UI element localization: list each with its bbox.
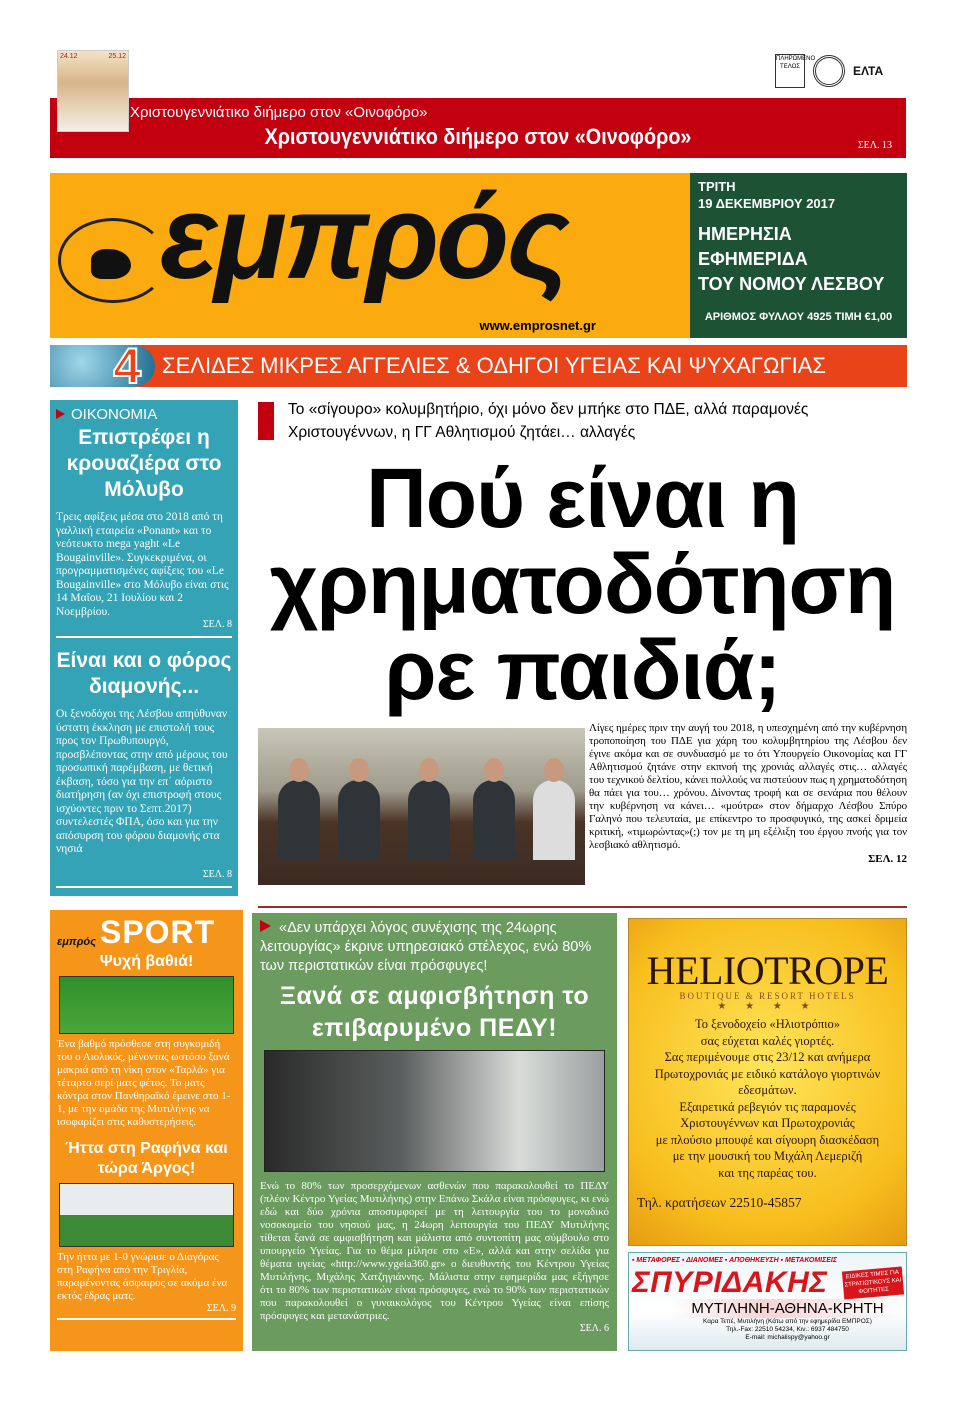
issue-price: ΑΡΙΘΜΟΣ ΦΥΛΛΟΥ 4925 ΤΙΜΗ €1,00 [704,311,893,323]
article-title[interactable]: Επιστρέφει η κρουαζιέρα στο Μόλυβο [66,426,222,501]
ad-line: Εξαιρετικά ρεβεγιόν τις παραμονές [679,1099,856,1114]
page-ref: ΣΕΛ. 12 [868,853,907,865]
page-ref: ΣΕΛ. 8 [56,619,232,638]
economy-column [50,400,238,896]
sport-brand: εμπρός [57,936,96,948]
elta-logo: ΕΛΤΑ [853,64,884,78]
tagline-line: ΤΟΥ ΝΟΜΟΥ ΛΕΣΒΟΥ [698,274,885,294]
article-title[interactable]: Ψυχή βαθιά! [99,953,194,970]
insert-text: ΣΕΛΙΔΕΣ ΜΙΚΡΕΣ ΑΓΓΕΛΙΕΣ & ΟΔΗΓΟΙ ΥΓΕΙΑΣ ΚΑΙ ΨΥΧΑΓΩΓΙΑΣ [162,353,826,378]
article-body: Τρεις αφίξεις μέσα στο 2018 από τη γαλλική εταιρεία «Ponant» και το νεότευκτο mega yaght «Le Bougainville». Συγκεκριμένα, οι προγραμματισμένες αφίξεις του «Le Bougainville» στο Μόλυβο είναι στις 14 Μαΐου, 21 Ιουλίου και 2 Νοεμβρίου. [56,511,229,618]
promo-kicker: Χριστουγεννιάτικο διήμερο στον «Οινοφόρο» [130,104,428,121]
ad-line: με την μουσική του Μιχάλη Λεμεριζή [672,1149,863,1163]
ad-line: Σας περιμένουμε στις 23/12 και ανήμερα [664,1050,871,1064]
page-ref: ΣΕΛ. 8 [56,869,232,888]
ad-line: Πρωτοχρονιάς με ειδικό κατάλογο γιορτινών [654,1066,881,1081]
ad-line: Το ξενοδοχείο «Ηλιοτρόπιο» [694,1017,841,1031]
insert-count: 4 [50,345,155,387]
lead-body: Λίγες ημέρες πριν την αυγή του 2018, η υπεσχημένη από την κυβέρνηση τροποποίηση του ΠΔΕ για χάρη του κολυμβητηρίου της Λέσβου δεν έγινε ακόμα και σε συνδυασμό με το ότι Υπουργείο Οικονομίας και ΓΓ Αθλητισμού ζητάνε στην εκπνοή της χρονιάς αλλαγές στις… αλλαγές του τεχνικού δελτίου, κάνει πολλούς να πιστεύουν πως η χρηματοδότηση θα πάει για του… χρόνου. Δίνοντας τροφή και σε σενάρια που θέλουν την κυβέρνηση να κάνει… «μούτρα» στον δήμαρχο Λέσβου Σπύρο Γαληνό που τελευταία, με επίκεντρο το προσφυγικό, της ασκεί δριμεία κριτική, «τιμωρώντας»(;) τον με τη μη εξέλιξη του έργου πνοής για τον λεσβιακό αθλητισμό. [589,722,907,851]
ad-line: και της παρέας του. [718,1165,817,1180]
article-body: Ένα βαθμό πρόσθεσε στη συγκομιδή του ο Αιολικός, μένοντας ωστόσο ξανά μακριά από τη νίκη στον «Ταρλά» για τέταρτο σερί ματς φέτος. Το ματς κόντρα στον Πανθηραϊκό έμεινε στο 1-1, με την ομάδα της Μυτιλήνης να ισοφαρίζει στις καθυστερήσεις. [57,1038,231,1128]
ad-line: σας εύχεται καλές γιορτές. [700,1033,835,1048]
ad-phone: Τηλ. κρατήσεων 22510-45857 [637,1195,802,1210]
health-article [252,913,617,1351]
article-kicker: «Δεν υπάρχει λόγος συνέχισης της 24ωρης λειτουργίας» έκρινε υπηρεσιακό στέλεχος, ενώ 80% των περιστατικών είναι πρόσφυγες! [260,919,609,976]
promo-headline[interactable]: Χριστουγεννιάτικο διήμερο στον «Οινοφόρο» [264,124,692,149]
article-title[interactable]: Ξανά σε αμφισβήτηση το επιβαρυμένο ΠΕΔΥ! [279,982,590,1042]
ad-phones: Τηλ.-Fax: 22510 54234, Κιν.: 6937 484750 [726,1326,849,1333]
lead-text-block [589,722,907,866]
date: 19 ΔΕΚΕΜΒΡΙΟΥ 2017 [698,196,836,211]
page-ref: ΣΕΛ. 9 [57,1303,236,1320]
ad-brand: HELIOTROPE [646,948,889,993]
lead-headline[interactable]: Πού είναι η χρηματοδότηση ρε παιδιά; [269,451,896,717]
sport-column [50,910,243,1351]
lead-photo [258,728,585,885]
ad-brand: ΣΠΥΡΙΔΑΚΗΣ [632,1266,828,1299]
divider [258,906,907,908]
article-title[interactable]: Ήττα στη Ραφήνα και τώρα Άργος! [65,1140,228,1177]
ad-line: με πλούσιο μπουφέ και σίγουρη διασκέδαση [655,1132,880,1147]
seal-icon [813,55,845,87]
poster-date: 24.12 [60,53,78,60]
article-body: Ενώ το 80% των προσερχόμενων ασθενών που παρακολουθεί το ΠΕΔΥ (πλέον Κέντρο Υγείας Μυτιλήνης) στην Επάνω Σκάλα είναι πρόσφυγες, κι ενώ εδώ και δύο χρόνια αποσυμφορεί με τη λειτουργία του το μοναδικό νοσοκομείο του νησιού μας, η 24ωρη λειτουργία του ΠΕΔΥ Μυτιλήνης τίθεται ξανά σε αμφισβήτηση και μάλιστα από συντοπίτη μας σύμβουλο στο υπουργείο Υγείας. Για το θέμα μίλησε στο «Ε», αλλά και στην σελίδα για θέματα υγείας «http://www.ygeia360.gr» ο διευθυντής του Κέντρου Υγείας Μυτιλήνης, Μιχάλης Χατζηγιάννης. Μάλιστα στην εφημερίδα μας εξήγησε ότι το 80% των περιστατικών είναι πρόσφυγες, ενώ το 90% των περιστατικών που παρακολουθεί ο γυναικολόγος του Κέντρου Υγείας είναι επίσης πρόσφυγες και μετανάστριες. [260,1180,609,1322]
ad-address: Καρα Τεπέ, Μυτιλήνη (Κάτω από την εφημερίδα ΕΜΠΡΟΣ) [703,1318,872,1325]
article-title[interactable]: Είναι και ο φόρος διαμονής... [56,649,232,698]
ad-badge: ΕΙΔΙΚΕΣ ΤΙΜΕΣ ΓΙΑ ΣΤΡΑΤΙΩΤΙΚΟΥΣ ΚΑΙ ΦΟΙΤΗΤΕΣ [842,1266,904,1299]
article-photo [264,1050,605,1172]
website-url[interactable]: www.emprosnet.gr [479,318,596,333]
sport-photo [59,1183,234,1247]
postal-marks [775,52,905,90]
day: ΤΡΙΤΗ [698,179,736,194]
ad-cities: ΜΥΤΙΛΗΝΗ-ΑΘΗΝΑ-ΚΡΗΤΗ [672,1299,903,1318]
ad-subtitle: BOUTIQUE & RESORT HOTELS [679,991,856,1001]
postage-stamp: ΠΛΗΡΩΜΕΝΟ ΤΕΛΟΣ [775,54,805,88]
ad-line: εδεσμάτων. [738,1083,797,1097]
stars-icon: ★ ★ ★ ★ [717,1001,818,1012]
tagline-line: ΗΜΕΡΗΣΙΑ [698,224,792,244]
masthead-info [690,173,907,338]
lead-kicker: Το «σίγουρο» κολυμβητήριο, όχι μόνο δεν μπήκε στο ΠΔΕ, αλλά παραμονές Χριστουγέννων, η ΓΓ Αθλητισμού ζητάει… αλλαγές [258,398,898,444]
spyridakis-ad[interactable] [628,1252,907,1351]
lesvos-island-icon [58,218,168,303]
heliotrope-ad[interactable] [628,918,907,1246]
promo-banner[interactable] [50,98,906,158]
section-label: ΟΙΚΟΝΟΜΙΑ [56,406,232,423]
masthead [50,170,690,338]
ad-email: E-mail: michalispy@yahoo.gr [745,1334,830,1341]
article-body: Την ήττα με 1-0 γνώρισε ο Διαγόρας στη Ραφήνα από την Τριγλία, παραμένοντας άσφαιρος σε ακόμα ένα εκτός έδρας ματς. [57,1251,228,1302]
newspaper-logo: εμπρός [160,170,568,304]
sport-photo [59,976,234,1034]
page-ref: ΣΕΛ. 6 [579,1323,609,1334]
ad-services: ▪ ΜΕΤΑΦΟΡΕΣ ▪ ΔΙΑΝΟΜΕΣ ▪ ΑΠΟΘΗΚΕΥΣΗ ▪ ΜΕΤΑΚΟΜΙΣΕΙΣ [632,1257,838,1264]
article-body: Οι ξενοδόχοι της Λέσβου απηύθυναν ύστατη έκκληση με επιστολή τους προς τον Πρωθυπουργό, προσβλέποντας στην από μέρους του προσωπική παρέμβαση, με θετική έκβαση, τόσο για την επ΄ αόριστο διατήρηση (αν όχι επιστροφή στους ισχύοντες πριν το Σεπτ.2017) συντελεστές ΦΠΑ, όσο και για την απόσυρση του φόρου διαμονής στα νησιά [56,708,228,855]
poster-date: 25.12 [108,53,126,60]
tagline-line: ΕΦΗΜΕΡΙΔΑ [698,249,808,269]
sport-title: SPORT [99,914,216,950]
promo-poster [57,50,129,132]
promo-page: ΣΕΛ. 13 [857,140,892,151]
ad-line: Χριστουγέννων και Πρωτοχρονιάς [680,1116,855,1130]
insert-banner[interactable] [50,338,907,394]
